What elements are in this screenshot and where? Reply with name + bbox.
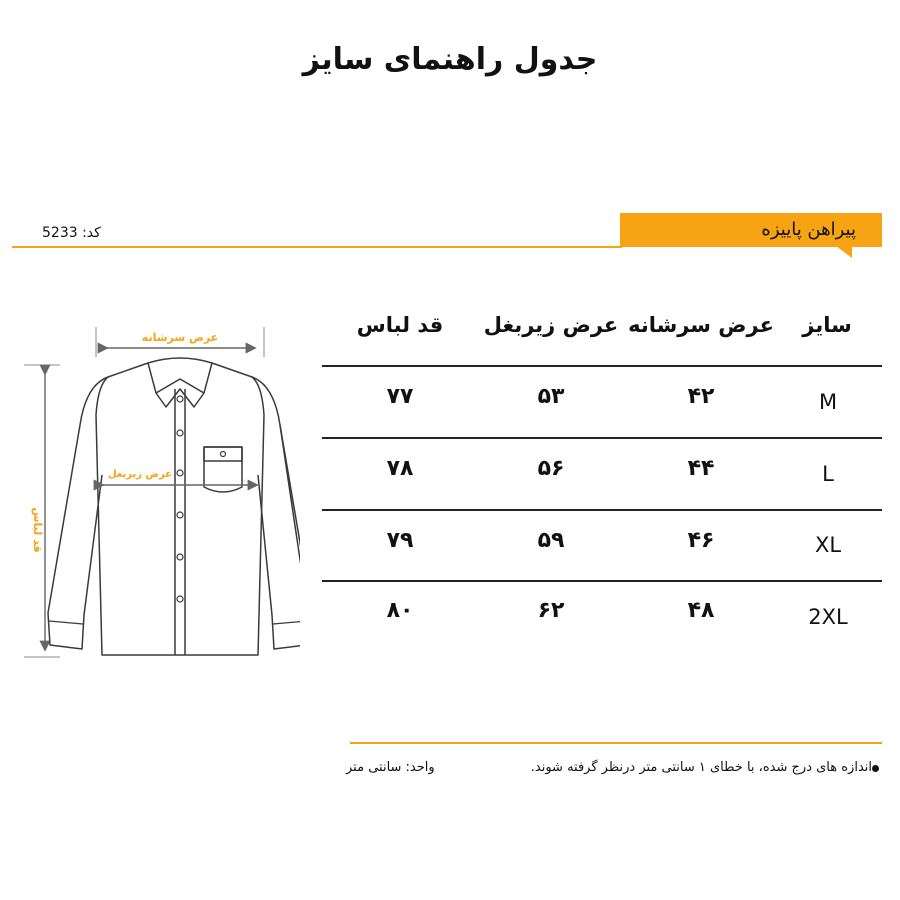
cell-shoulder: ۴۴ [687, 456, 715, 481]
shoulder-label: عرض سرشانه [141, 331, 219, 344]
shirt-outline [48, 358, 300, 655]
cell-length: ۷۹ [386, 528, 414, 553]
cell-chest: ۶۲ [537, 598, 565, 623]
banner-tail [836, 246, 852, 258]
header-chest: عرض زیربغل [483, 313, 619, 337]
cell-shoulder: ۴۶ [687, 528, 715, 553]
product-name: پیراهن پاییزه [761, 219, 856, 240]
cell-length: ۷۸ [386, 456, 414, 481]
table-rule [322, 365, 882, 367]
product-code [42, 225, 101, 241]
chest-label: عرض زیربغل [107, 469, 173, 480]
code-value: 5233 [42, 225, 78, 241]
cell-chest: ۵۹ [537, 528, 565, 553]
footer-note: اندازه های درج شده، با خطای ۱ سانتی متر درنظر گرفته شوند. [530, 760, 872, 775]
cell-shoulder: ۴۸ [687, 598, 715, 623]
shoulder-dimension [96, 327, 264, 357]
cell-size: L [822, 462, 834, 486]
length-dimension [24, 365, 60, 657]
cell-chest: ۵۳ [537, 384, 565, 409]
code-label: کد: [82, 225, 101, 241]
cell-size: M [818, 390, 838, 414]
table-rule [322, 580, 882, 582]
cell-chest: ۵۶ [537, 456, 565, 481]
shirt-diagram [20, 315, 300, 665]
header-size: سایز [802, 313, 852, 337]
table-rule [322, 437, 882, 439]
header-shoulder: عرض سرشانه [628, 313, 774, 337]
header-divider [12, 246, 622, 248]
cell-length: ۸۰ [386, 598, 414, 623]
product-banner [620, 213, 882, 247]
page-title: جدول راهنمای سایز [302, 42, 598, 77]
cell-size: XL [814, 533, 842, 557]
cell-length: ۷۷ [386, 384, 414, 409]
cell-shoulder: ۴۲ [687, 384, 715, 409]
footer-divider [350, 742, 882, 744]
cell-size: 2XL [808, 605, 848, 629]
length-label: قد لباس [31, 507, 44, 553]
unit-label: واحد: سانتی متر [346, 760, 435, 775]
table-rule [322, 509, 882, 511]
header-length: قد لباس [356, 313, 444, 337]
bullet-icon [872, 765, 879, 772]
